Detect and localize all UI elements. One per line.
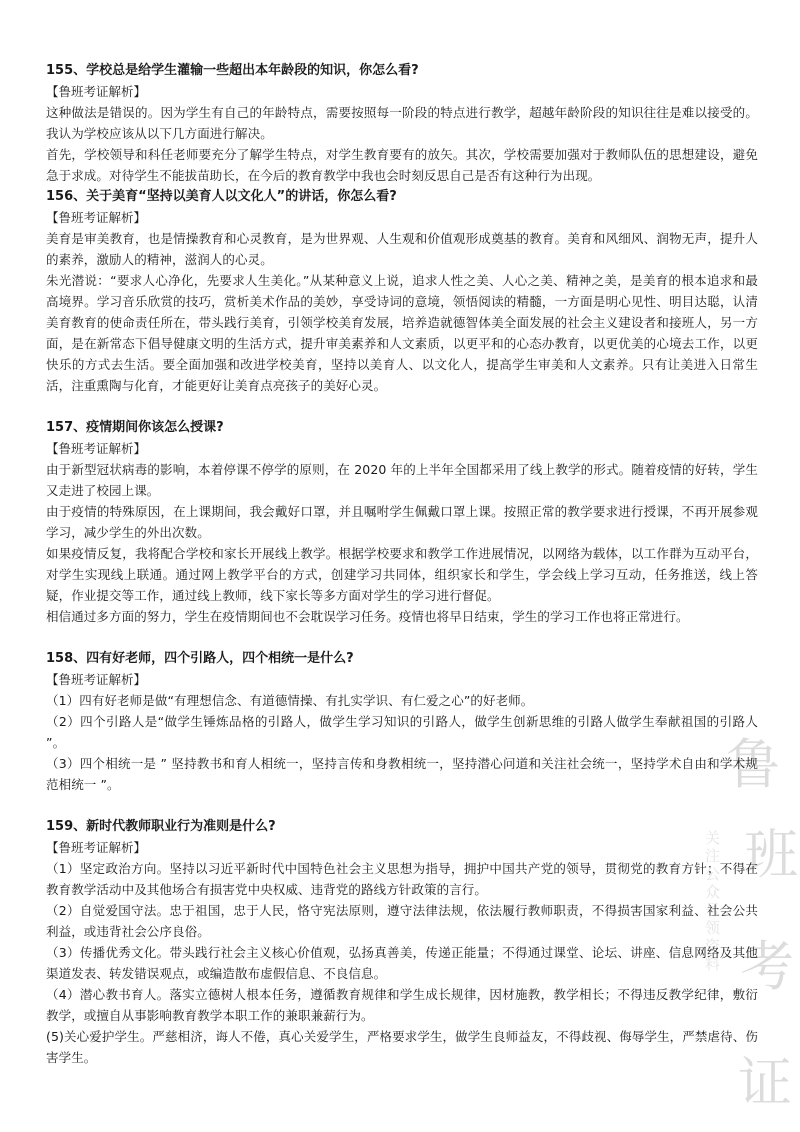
- question-title: 158、四有好老师，四个引路人，四个相统一是什么?: [46, 651, 354, 666]
- answer-paragraph: （2）自觉爱国守法。忠于祖国，忠于人民，恪守宪法原则，遵守法律法规，依法履行教师职责，不得损害国家利益、社会公共利益，或违背社会公序良俗。: [46, 903, 758, 939]
- answer-paragraph: （1）坚定政治方向。坚持以习近平新时代中国特色社会主义思想为指导，拥护中国共产党的领导，贯彻党的教育方针；不得在教育教学活动中及其他场合有损害党中央权威、违背党的路线方针政策的言行。: [46, 861, 758, 897]
- answer-paragraph: 这种做法是错误的。因为学生有自己的年龄特点，需要按照每一阶段的特点进行教学，超越年龄阶段的知识往往是难以接受的。我认为学校应该从以下几方面进行解决。: [46, 105, 758, 141]
- question-157: [46, 417, 758, 627]
- question-159: [46, 816, 758, 1068]
- analysis-tag: 【鲁班考证解析】: [46, 672, 147, 687]
- question-title: 156、关于美育“坚持以美育人以文化人”的讲话，你怎么看?: [46, 189, 397, 204]
- analysis-tag: 【鲁班考证解析】: [46, 210, 147, 225]
- answer-paragraph: 首先，学校领导和科任老师要充分了解学生特点，对学生教育要有的放矢。其次，学校需要加强对于教师队伍的思想建设，避免急于求成。对待学生不能拔苗助长，在今后的教育教学中我也会时刻反思自己是否有这种行为出现。: [46, 147, 758, 183]
- answer-paragraph: （3）传播优秀文化。带头践行社会主义核心价值观，弘扬真善美，传递正能量；不得通过课堂、论坛、讲座、信息网络及其他渠道发表、转发错误观点，或编造散布虚假信息、不良信息。: [46, 945, 758, 981]
- analysis-tag: 【鲁班考证解析】: [46, 84, 147, 99]
- watermark-char: 班: [744, 823, 798, 886]
- watermark-vertical-text: 关注公众号领资料: [703, 830, 721, 974]
- answer-paragraph: 相信通过多方面的努力，学生在疫情期间也不会耽误学习任务。疫情也将早日结束，学生的学习工作也将正常进行。: [46, 609, 689, 624]
- question-155: [46, 60, 758, 186]
- question-title: 159、新时代教师职业行为准则是什么?: [46, 819, 276, 834]
- answer-paragraph: 如果疫情反复，我将配合学校和家长开展线上教学。根据学校要求和教学工作进展情况，以网络为载体，以工作群为互动平台，对学生实现线上联通。通过网上教学平台的方式，创建学习共同体，组织家长和学生，学会线上学习互动，任务推送，线上答疑，作业提交等工作，通过线上教师，线下家长等多方面对学生的学习进行督促。: [46, 546, 758, 603]
- answer-paragraph: 美育是审美教育，也是情操教育和心灵教育，是为世界观、人生观和价值观形成奠基的教育。美育和风细风、润物无声，提升人的素养，激励人的精神，滋润人的心灵。: [46, 231, 758, 267]
- watermark-char: 鲁: [726, 733, 780, 796]
- analysis-tag: 【鲁班考证解析】: [46, 441, 147, 456]
- answer-paragraph: (5)关心爱护学生。严慈相济，诲人不倦，真心关爱学生，严格要求学生，做学生良师益友，不得歧视、侮辱学生，严禁虐待、伤害学生。: [46, 1029, 758, 1065]
- watermark-char: 证: [738, 1051, 792, 1114]
- answer-paragraph: （1）四有好老师是做“有理想信念、有道德情操、有扎实学识、有仁爱之心”的好老师。: [46, 693, 534, 708]
- answer-paragraph: （4）潜心教书育人。落实立德树人根本任务，遵循教育规律和学生成长规律，因材施教，教学相长；不得违反教学纪律，敷衍教学，或擅自从事影响教育教学本职工作的兼职兼薪行为。: [46, 987, 758, 1023]
- question-title: 157、疫情期间你该怎么授课?: [46, 420, 224, 435]
- answer-paragraph: 由于新型冠状病毒的影响，本着停课不停学的原则，在 2020 年的上半年全国都采用了线上教学的形式。随着疫情的好转，学生又走进了校园上课。: [46, 462, 758, 498]
- answer-paragraph: （2）四个引路人是“做学生锤炼品格的引路人，做学生学习知识的引路人，做学生创新思维的引路人做学生奉献祖国的引路人 ”。: [46, 714, 758, 750]
- watermark-char: 考: [740, 935, 794, 998]
- question-title: 155、学校总是给学生灌输一些超出本年龄段的知识，你怎么看?: [46, 63, 419, 78]
- answer-paragraph: 由于疫情的特殊原因，在上课期间，我会戴好口罩，并且嘱咐学生佩戴口罩上课。按照正常的教学要求进行授课，不再开展参观学习，减少学生的外出次数。: [46, 504, 758, 540]
- answer-paragraph: （3）四个相统一是 ” 坚持教书和育人相统一，坚持言传和身教相统一，坚持潜心问道和关注社会统一，坚持学术自由和学术规范相统一 ”。: [46, 756, 758, 792]
- analysis-tag: 【鲁班考证解析】: [46, 840, 147, 855]
- question-158: [46, 648, 758, 795]
- document-page: [46, 60, 758, 1068]
- question-156: [46, 186, 758, 396]
- answer-paragraph: 朱光潜说：“要求人心净化，先要求人生美化。”从某种意义上说，追求人性之美、人心之美、精神之美，是美育的根本追求和最高境界。学习音乐欣赏的技巧，赏析美术作品的美妙，享受诗词的意境，领悟阅读的精髓，一方面是明心见性、明目达聪，认清美育教育的使命责任所在，带头践行美育，引领学校美育发展，培养造就德智体美全面发展的社会主义建设者和接班人，另一方面，是在新常态下倡导健康文明的生活方式，提升审美素养和人文素质，以更平和的心态办教育，以更优美的心境去工作，以更快乐的方式去生活。要全面加强和改进学校美育，坚持以美育人、以文化人，提高学生审美和人文素养。只有让美进入日常生活，注重熏陶与化育，才能更好让美育点亮孩子的美好心灵。: [46, 273, 758, 393]
